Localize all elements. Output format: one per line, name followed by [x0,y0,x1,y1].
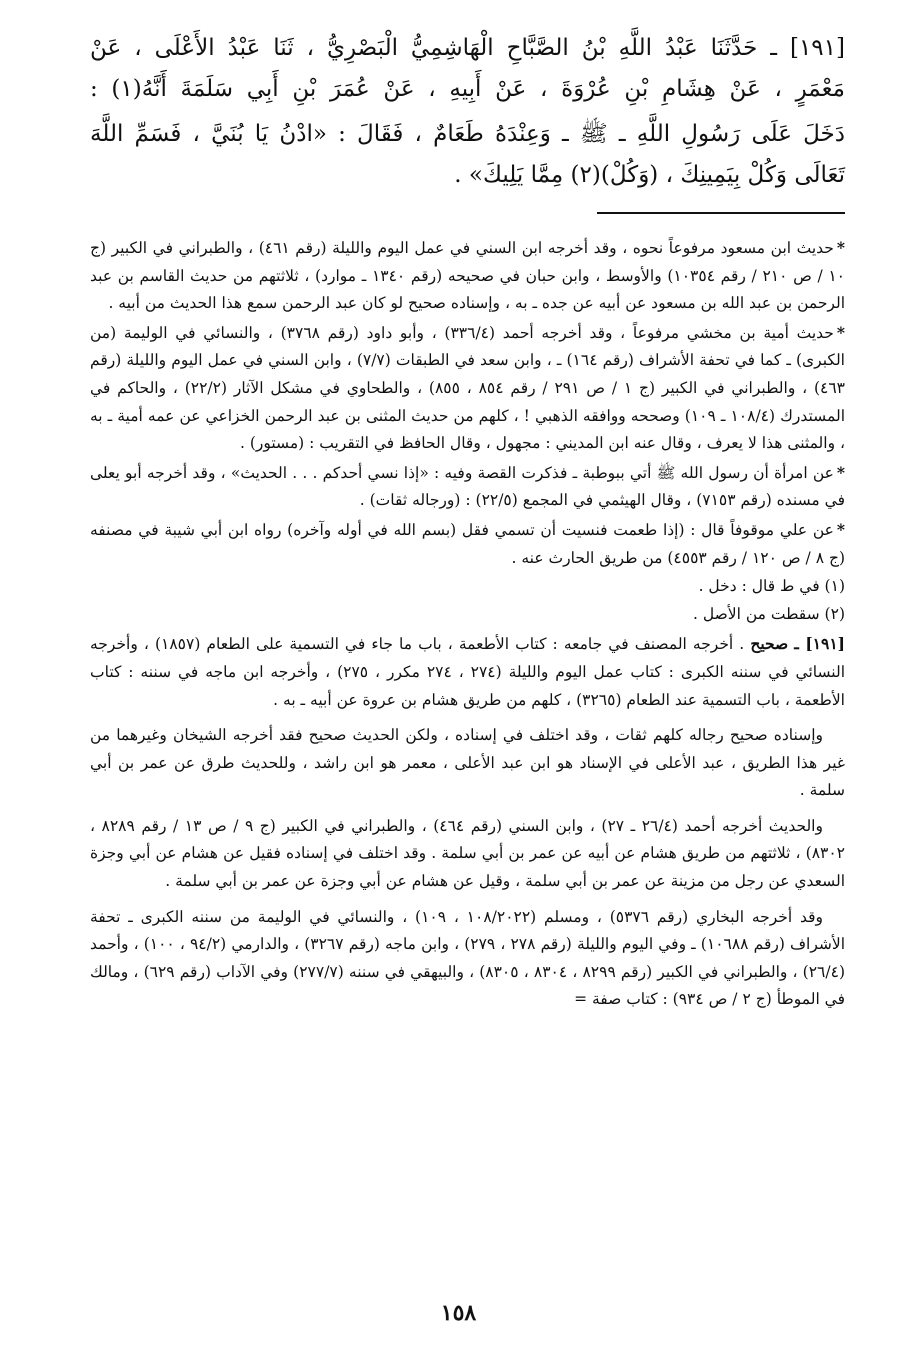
hadith-isnad-line: [١٩١] ـ حَدَّثَنَا عَبْدُ اللَّهِ بْنُ الصَّبَّاحِ الْهَاشِمِيُّ الْبَصْرِيُّ ، ثَنَا عَبْدُ الأَعْلَى ، عَنْ [90,35,845,61]
note-marker: * [836,519,845,539]
note-text: عن امرأة أن رسول الله ﷺ أتي ببوطبة ـ فذكرت القصة وفيه : «إذا نسي أحدكم . . . الحديث» ، وقد أخرجه أبو يعلى في مسنده (رقم ٧١٥٣) ، وقال الهيثمي في المجمع (٢٢/٥) : (ورجاله ثقات) . [90,463,845,510]
footnote-divider [90,204,845,230]
footnotes-section [90,234,845,1014]
hadith-matn-line: تَعَالَى وَكُلْ بِيَمِينِكَ ، (وَكُلْ)(٢) مِمَّا يَلِيكَ» . [454,162,845,188]
takhrij-paragraph: وقد أخرجه البخاري (رقم ٥٣٧٦) ، ومسلم (١٠٨/٢٠٢٢ ، ١٠٩) ، والنسائي في الوليمة من سننه الكبرى ـ تحفة الأشراف (رقم ١٠٦٨٨) ـ وفي اليوم والليلة (رقم ٢٧٨ ، ٢٧٩) ، وابن ماجه (رقم ٣٢٦٧) ، والدارمي (٩٤/٢ ، ١٠٠) ، وأحمد (٢٦/٤) ، والطبراني في الكبير (رقم ٨٢٩٩ ، ٨٣٠٤ ، ٨٣٠٥) ، والبيهقي في سننه (٢٧٧/٧) وفي الآداب (رقم ٦٢٩) ، ومالك في الموطأ (ج ٢ / ص ٩٣٤) : كتاب صفة = [90,907,846,1009]
note-text: حديث ابن مسعود مرفوعاً نحوه ، وقد أخرجه ابن السني في عمل اليوم والليلة (رقم ٤٦١) ، والطبراني في الكبير (ج ١٠ / ص ٢١٠ / رقم ١٠٣٥٤) والأوسط ، وابن حبان في صحيحه (رقم ١٣٤٠ ـ موارد) ، ثلاثتهم من حديث القاسم بن عبد الرحمن بن عبد الله بن مسعود عن أبيه عن جده ـ به ، وإسناده صحيح لو كان عبد الرحمن سمع هذا الحديث من أبيه . [90,239,846,313]
hadith-isnad-line: مَعْمَرٍ ، عَنْ هِشَامِ بْنِ عُرْوَةَ ، عَنْ أَبِيهِ ، عَنْ عُمَرَ بْنِ أَبِي سَلَمَةَ أَنَّهُ(١) : [90,76,845,102]
supporting-narration-note [90,516,845,572]
supporting-narration-note [90,319,845,458]
takhrij-paragraph [90,630,845,714]
page-body [90,28,845,1022]
supporting-narration-note [90,234,845,318]
note-marker: * [836,462,845,482]
note-text: عن علي موقوفاً قال : (إذا طعمت فنسيت أن تسمي فقل (بسم الله في أوله وآخره) رواه ابن أبي شيبة في مصنفه (ج ٨ / ص ١٢٠ / رقم ٤٥٥٣) من طريق الحارث عنه . [90,520,845,567]
page-number: ١٥٨ [440,1300,477,1326]
takhrij-section [90,630,845,1014]
note-text: حديث أمية بن مخشي مرفوعاً ، وقد أخرجه أحمد (٣٣٦/٤) ، وأبو داود (رقم ٣٧٦٨) ، والنسائي في الوليمة (من الكبرى) ـ كما في تحفة الأشراف (رقم ١٦٤) ـ ، وابن سعد في الطبقات (٧/٧) ، وابن السني في عمل اليوم والليلة (رقم ٤٦٣) ، والطبراني في الكبير (ج ١ / ص ٢٩١ / رقم ٨٥٤ ، ٨٥٥) ، والطحاوي في مشكل الآثار (٢٢/٢) ، والحاكم في المستدرك (١٠٨/٤ ـ ١٠٩) وصححه ووافقه الذهبي ! ، كلهم من حديث المثنى بن عبد الرحمن الخزاعي عن عمه أمية ـ به ، والمثنى هذا لا يعرف ، وقال عنه ابن المديني : مجهول ، وقال الحافظ في التقريب : (مستور) . [90,323,845,453]
note-marker: * [836,238,845,257]
hadith-text [90,28,845,196]
takhrij-number: [١٩١] ـ [794,634,845,654]
takhrij-paragraph: وإسناده صحيح رجاله كلهم ثقات ، وقد اختلف في إسناده ، ولكن الحديث صحيح فقد أخرجه الشيخان وغيرهما من غير هذا الطريق ، عبد الأعلى في الإسناد هو ابن عبد الأعلى ، معمر هو ابن راشد ، وللحديث طرق عن عمر بن أبي سلمة . [90,726,845,800]
supporting-narration-note [90,459,845,515]
divider-line [597,212,845,214]
hadith-matn-line: دَخَلَ عَلَى رَسُولِ اللَّهِ ـ ﷺ ـ وَعِنْدَهُ طَعَامٌ ، فَقَالَ : «ادْنُ يَا بُنَيَّ ، فَسَمِّ اللَّهَ [90,121,845,147]
takhrij-grade: صحيح [750,634,789,654]
takhrij-text: . أخرجه المصنف في جامعه : كتاب الأطعمة ، باب ما جاء في التسمية على الطعام (١٨٥٧) ، وأخرجه النسائي في سننه الكبرى : كتاب عمل اليوم والليلة (٢٧٤ ، ٢٧٤ مكرر ، ٢٧٥) ، وأخرجه ابن ماجه في سننه : كتاب الأطعمة ، باب التسمية عند الطعام (٣٢٦٥) ، كلهم من طريق هشام بن عروة عن أبيه ـ به . [90,635,846,709]
takhrij-paragraph: والحديث أخرجه أحمد (٢٦/٤ ـ ٢٧) ، وابن السني (رقم ٤٦٤) ، والطبراني في الكبير (ج ٩ / ص ١٣ / رقم ٨٢٨٩ ، ٨٣٠٢) ، ثلاثتهم من طريق هشام عن أبيه عن عمر بن أبي سلمة . وقد اختلف في إسناده فقيل عن هشام عن أبي وجزة السعدي عن رجل من مزينة عن عمر بن أبي سلمة ، وقيل عن هشام عن أبي وجزة عن عمر بن أبي سلمة . [90,816,845,891]
note-marker: * [836,322,845,342]
footnote: (٢) سقطت من الأصل . [693,604,845,623]
footnote: (١) في ط قال : دخل . [698,577,845,596]
